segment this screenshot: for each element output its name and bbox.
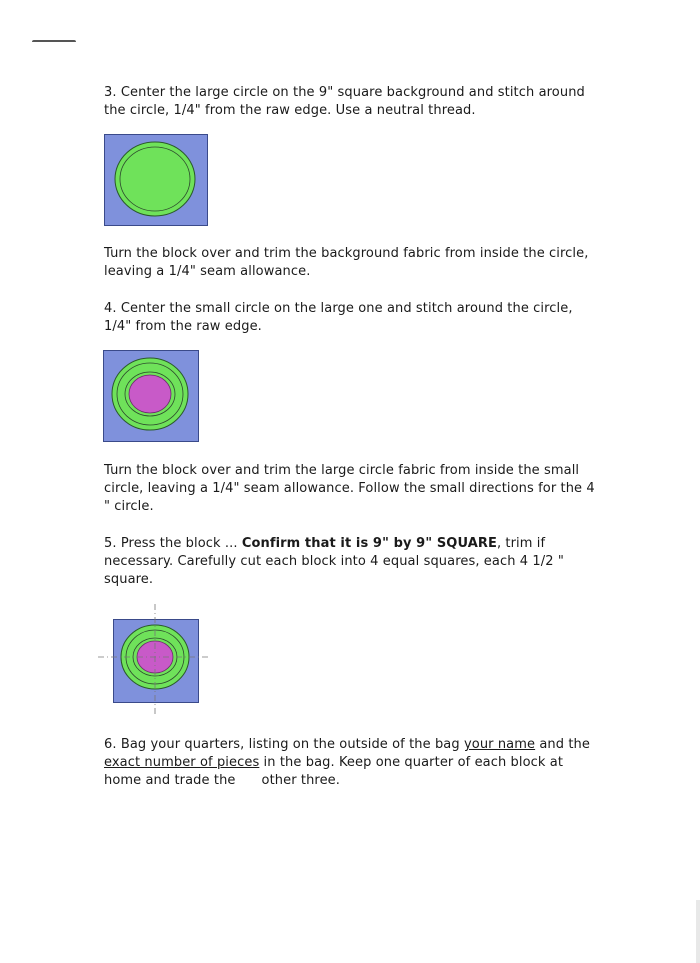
exact-number-underlined: exact number of pieces (104, 755, 260, 770)
step-5-text (104, 535, 604, 589)
step-3-text: 3. Center the large circle on the 9" square background and stitch around the circle, 1/4" from the raw edge. Use a neutral thread. (104, 85, 585, 118)
your-name-underlined: your name (463, 737, 536, 752)
staple-mark (32, 40, 76, 46)
step-5-emphasis: Confirm that it is 9" by 9" SQUARE (241, 536, 497, 551)
block-quartered-diagram (98, 604, 210, 716)
step-6-suffix: in the bag. Keep one quarter of each block at home and trade the (104, 755, 564, 788)
block-large-circle-diagram (104, 134, 208, 226)
step-5-suffix: , trim if necessary. Carefully cut each block into 4 equal squares, each 4 1/2 " square. (104, 536, 564, 587)
step-6-middle: and the (535, 737, 590, 752)
step-4-text: 4. Center the small circle on the large one and stitch around the circle, 1/4" from the raw edge. (104, 301, 573, 334)
small-circle (129, 375, 171, 413)
large-circle (115, 142, 195, 216)
step-3-followup-text: Turn the block over and trim the background fabric from inside the circle, leaving a 1/4" seam allowance. (104, 246, 589, 279)
step-5-prefix: 5. Press the block ... (104, 536, 242, 551)
step-6-text (104, 736, 594, 790)
step-6-end: other three. (261, 773, 341, 788)
scan-edge-mark (696, 900, 700, 963)
block-two-circle-diagram (103, 350, 199, 442)
step-4-followup-text: Turn the block over and trim the large circle fabric from inside the small circle, leaving a 1/4" seam allowance. Follow the small directions for the 4 " circle. (104, 463, 595, 514)
step-6-prefix: 6. Bag your quarters, listing on the outside of the bag (104, 737, 464, 752)
